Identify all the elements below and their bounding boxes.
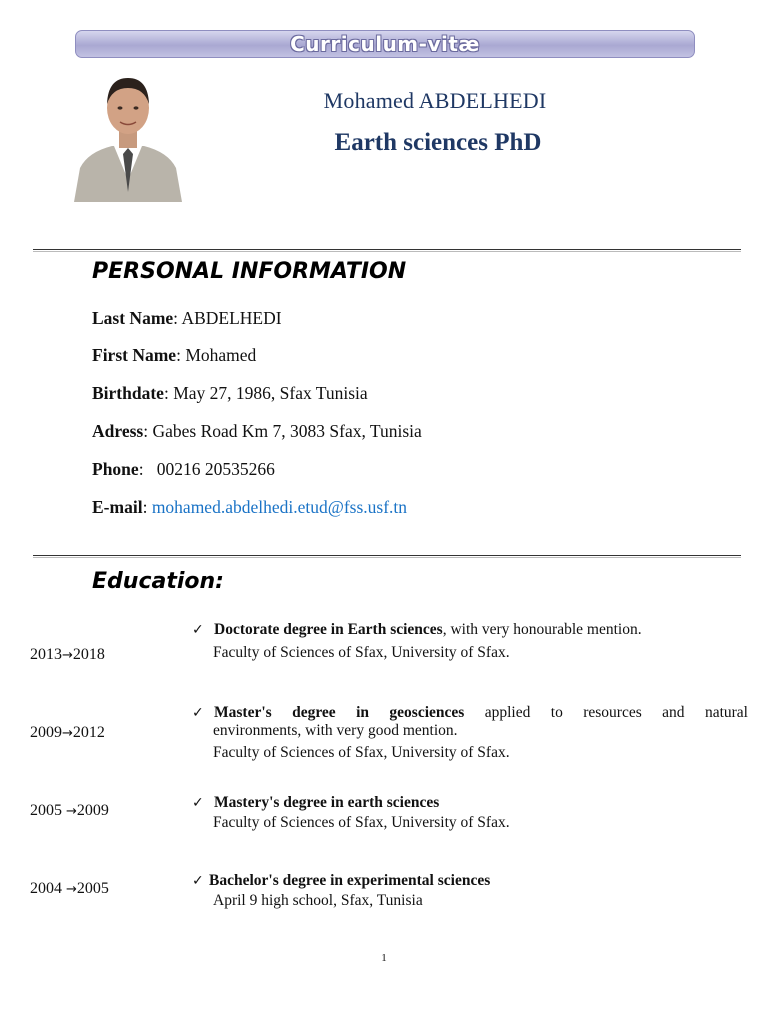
degree-detail: , with very honourable mention.: [442, 621, 642, 638]
section-divider: [33, 555, 741, 556]
first-name-label: First Name: [92, 345, 177, 365]
year-start: 2005: [30, 802, 66, 819]
year-end: 2018: [72, 646, 105, 663]
education-school: Faculty of Sciences of Sfax, University of Sfax.: [213, 814, 510, 831]
last-name-row: Last Name: ABDELHEDI: [92, 308, 282, 328]
education-school: Faculty of Sciences of Sfax, University of Sfax.: [213, 644, 510, 661]
email-link[interactable]: mohamed.abdelhedi.etud@fss.usf.tn: [151, 497, 408, 517]
education-degree: [192, 703, 748, 723]
section-divider: [33, 249, 741, 250]
candidate-name: Mohamed ABDELHEDI: [323, 88, 547, 113]
year-end: 2012: [72, 724, 105, 741]
degree-title: Bachelor's degree in experimental sciences: [209, 872, 491, 889]
phone-label: Phone: [92, 459, 139, 479]
cv-banner: [75, 30, 695, 58]
education-degree: [192, 871, 748, 891]
birthdate-label: Birthdate: [92, 383, 164, 403]
first-name-value: Mohamed: [185, 345, 257, 365]
address-label: Adress: [92, 421, 144, 441]
page-number: 1: [381, 952, 387, 964]
arrow-icon: →: [66, 804, 77, 819]
first-name-row: First Name: Mohamed: [92, 345, 257, 365]
checkmark-icon: ✓: [192, 795, 204, 811]
education-years: [30, 802, 109, 820]
address-value: Gabes Road Km 7, 3083 Sfax, Tunisia: [152, 421, 422, 441]
personal-info-heading: PERSONAL INFORMATION: [92, 259, 407, 284]
banner-title: Curriculum-vitæ: [290, 32, 480, 56]
degree-detail-line2: environments, with very good mention.: [213, 722, 458, 739]
birthdate-value: May 27, 1986, Sfax Tunisia: [173, 383, 368, 403]
degree-detail: applied to resources and natural: [464, 704, 748, 721]
last-name-label: Last Name: [92, 308, 174, 328]
degree-title: Doctorate degree in Earth sciences: [214, 621, 443, 638]
phone-row: Phone: 00216 20535266: [92, 459, 275, 479]
arrow-icon: →: [62, 648, 73, 663]
arrow-icon: →: [62, 726, 73, 741]
year-start: 2013: [30, 646, 62, 663]
arrow-icon: →: [66, 882, 77, 897]
education-years: [30, 646, 105, 664]
education-heading: Education:: [92, 569, 224, 594]
checkmark-icon: ✓: [192, 622, 204, 638]
year-end: 2009: [76, 802, 109, 819]
degree-title: Master's degree in geosciences: [214, 704, 465, 721]
education-degree: [192, 793, 748, 813]
candidate-degree: Earth sciences PhD: [334, 129, 542, 156]
education-school: Faculty of Sciences of Sfax, University of Sfax.: [213, 744, 510, 761]
email-row: E-mail: mohamed.abdelhedi.etud@fss.usf.tn: [92, 497, 408, 517]
address-row: Adress: Gabes Road Km 7, 3083 Sfax, Tunisia: [92, 421, 422, 441]
education-years: [30, 724, 105, 742]
checkmark-icon: ✓: [192, 873, 204, 889]
checkmark-icon: ✓: [192, 705, 204, 721]
year-start: 2004: [30, 880, 66, 897]
degree-title: Mastery's degree in earth sciences: [214, 794, 440, 811]
year-end: 2005: [76, 880, 109, 897]
education-degree: [192, 620, 748, 640]
phone-value: 00216 20535266: [156, 459, 275, 479]
education-school: April 9 high school, Sfax, Tunisia: [213, 892, 423, 909]
birthdate-row: Birthdate: May 27, 1986, Sfax Tunisia: [92, 383, 368, 403]
email-label: E-mail: [92, 497, 143, 517]
last-name-value: ABDELHEDI: [181, 308, 282, 328]
year-start: 2009: [30, 724, 62, 741]
education-years: [30, 880, 109, 898]
